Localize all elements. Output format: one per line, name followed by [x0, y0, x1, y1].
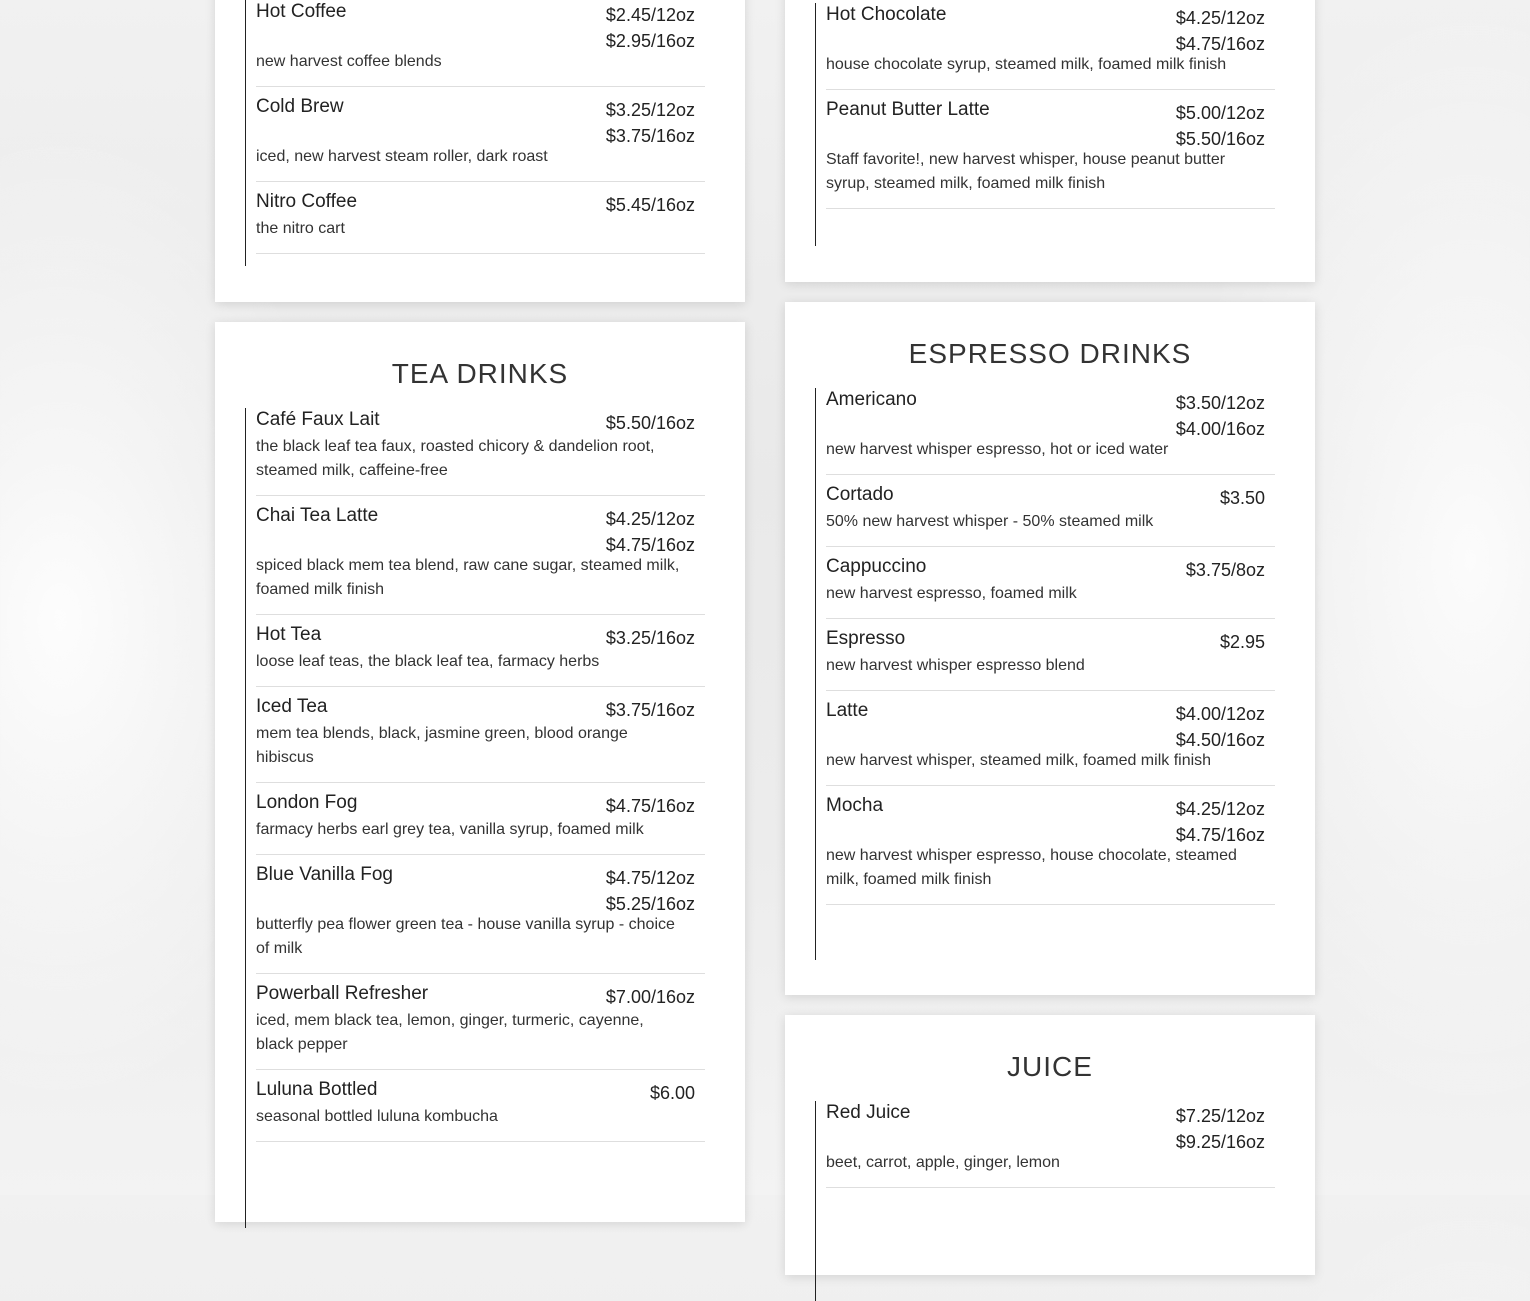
menu-item-latte: [826, 691, 1275, 786]
menu-item-americano: [826, 388, 1275, 475]
item-price: $3.75/8oz: [1185, 560, 1265, 580]
specialty-card: [785, 0, 1315, 282]
menu-item-cold-brew: [256, 87, 705, 182]
item-description: loose leaf teas, the black leaf tea, farmacy herbs: [256, 653, 600, 670]
item-price: $5.00/12oz: [1175, 103, 1265, 123]
item-price: $4.25/12oz: [1175, 799, 1265, 819]
espresso-list: [815, 388, 1275, 960]
item-name: Nitro Coffee: [256, 191, 358, 212]
juice-list: [815, 1101, 1275, 1301]
item-prices: [1176, 701, 1265, 753]
item-price: $4.75/12oz: [605, 868, 695, 888]
item-price: $4.00/16oz: [1175, 419, 1265, 439]
item-prices: [1176, 796, 1265, 848]
item-name: Hot Coffee: [256, 1, 347, 22]
item-description: house chocolate syrup, steamed milk, foamed milk finish: [826, 56, 1227, 73]
item-price: $5.50/16oz: [605, 413, 695, 433]
item-description: new harvest whisper espresso blend: [826, 657, 1085, 674]
item-name: Powerball Refresher: [256, 983, 429, 1004]
espresso-drinks-card: [785, 302, 1315, 995]
item-name: Chai Tea Latte: [256, 505, 379, 526]
item-price: $7.25/12oz: [1175, 1106, 1265, 1126]
item-prices: [606, 506, 695, 558]
item-prices: [606, 625, 695, 651]
item-name: Luluna Bottled: [256, 1079, 378, 1100]
juice-card: [785, 1015, 1315, 1275]
section-title-espresso: ESPRESSO DRINKS: [908, 338, 1192, 369]
item-prices: [606, 192, 695, 218]
item-name: Red Juice: [826, 1102, 911, 1123]
item-name: Cappuccino: [826, 556, 927, 577]
menu-item-nitro-coffee: [256, 182, 705, 254]
item-price: $3.25/12oz: [605, 100, 695, 120]
item-description: spiced black mem tea blend, raw cane sugar, steamed milk, foamed milk finish: [256, 557, 680, 598]
item-prices: [1176, 100, 1265, 152]
item-description: beet, carrot, apple, ginger, lemon: [826, 1154, 1060, 1171]
item-prices: [606, 984, 695, 1010]
menu-item-luluna-bottled: [256, 1070, 705, 1142]
menu-item-blue-vanilla-fog: [256, 855, 705, 974]
item-prices: [606, 697, 695, 723]
menu-item-red-juice: [826, 1101, 1275, 1188]
item-prices: [1186, 557, 1265, 583]
item-name: Blue Vanilla Fog: [256, 864, 393, 885]
item-description: new harvest whisper, steamed milk, foamed milk finish: [826, 752, 1212, 769]
item-price: $4.00/12oz: [1175, 704, 1265, 724]
item-name: Hot Tea: [256, 624, 322, 645]
item-price: $2.95/16oz: [605, 31, 695, 51]
item-prices: [606, 2, 695, 54]
item-price: $4.75/16oz: [1175, 825, 1265, 845]
item-price: $3.75/16oz: [605, 700, 695, 720]
menu-item-iced-tea: [256, 687, 705, 783]
menu-item-mocha: [826, 786, 1275, 905]
item-description: new harvest coffee blends: [256, 53, 442, 70]
item-price: $3.50: [1219, 488, 1265, 508]
coffee-list: [245, 0, 705, 266]
item-description: seasonal bottled luluna kombucha: [256, 1108, 498, 1125]
item-description: butterfly pea flower green tea - house vanilla syrup - choice of milk: [256, 916, 675, 957]
item-prices: [1176, 5, 1265, 57]
item-description: the nitro cart: [256, 220, 345, 237]
specialty-list: [815, 3, 1275, 246]
item-price: $7.00/16oz: [605, 987, 695, 1007]
item-prices: [650, 1080, 695, 1106]
item-prices: [606, 865, 695, 917]
menu-item-cortado: [826, 475, 1275, 547]
item-name: Peanut Butter Latte: [826, 99, 990, 120]
item-name: Americano: [826, 389, 917, 410]
menu-item-cappuccino: [826, 547, 1275, 619]
section-title-juice: JUICE: [1007, 1051, 1093, 1082]
section-title-tea: TEA DRINKS: [391, 358, 569, 389]
item-name: London Fog: [256, 792, 358, 813]
item-description: new harvest espresso, foamed milk: [826, 585, 1077, 602]
menu-item-london-fog: [256, 783, 705, 855]
menu-item-espresso: [826, 619, 1275, 691]
menu-item-cafe-faux-lait: [256, 408, 705, 496]
menu-item-hot-tea: [256, 615, 705, 687]
item-price: $4.25/12oz: [1175, 8, 1265, 28]
item-price: $4.50/16oz: [1175, 730, 1265, 750]
item-price: $5.50/16oz: [1175, 129, 1265, 149]
item-name: Latte: [826, 700, 869, 721]
item-prices: [1220, 629, 1265, 655]
item-name: Iced Tea: [256, 696, 328, 717]
item-prices: [1176, 1103, 1265, 1155]
item-price: $4.75/16oz: [1175, 34, 1265, 54]
menu-item-hot-chocolate: [826, 3, 1275, 90]
menu-item-powerball-refresher: [256, 974, 705, 1070]
item-name: Espresso: [826, 628, 906, 649]
item-description: the black leaf tea faux, roasted chicory & dandelion root, steamed milk, caffeine-free: [256, 438, 655, 479]
item-description: 50% new harvest whisper - 50% steamed milk: [826, 513, 1154, 530]
item-price: $4.75/16oz: [605, 535, 695, 555]
item-name: Mocha: [826, 795, 884, 816]
item-price: $3.25/16oz: [605, 628, 695, 648]
item-price: $5.45/16oz: [605, 195, 695, 215]
item-description: Staff favorite!, new harvest whisper, house peanut butter syrup, steamed milk, foamed milk finish: [826, 151, 1226, 192]
item-price: $2.45/12oz: [605, 5, 695, 25]
menu-item-chai-tea-latte: [256, 496, 705, 615]
item-prices: [1176, 390, 1265, 442]
item-name: Hot Chocolate: [826, 4, 947, 25]
item-price: $3.50/12oz: [1175, 393, 1265, 413]
item-price: $3.75/16oz: [605, 126, 695, 146]
item-prices: [606, 793, 695, 819]
item-price: $4.75/16oz: [605, 796, 695, 816]
item-name: Café Faux Lait: [256, 409, 380, 430]
item-description: new harvest whisper espresso, hot or iced water: [826, 441, 1169, 458]
item-price: $2.95: [1219, 632, 1265, 652]
item-description: farmacy herbs earl grey tea, vanilla syrup, foamed milk: [256, 821, 644, 838]
item-prices: [606, 97, 695, 149]
item-prices: [1220, 485, 1265, 511]
menu-item-peanut-butter-latte: [826, 90, 1275, 209]
coffee-card: [215, 0, 745, 302]
item-price: $6.00: [649, 1083, 695, 1103]
item-name: Cold Brew: [256, 96, 344, 117]
tea-drinks-card: [215, 322, 745, 1222]
item-description: iced, new harvest steam roller, dark roast: [256, 148, 548, 165]
item-description: mem tea blends, black, jasmine green, blood orange hibiscus: [256, 725, 628, 766]
item-price: $5.25/16oz: [605, 894, 695, 914]
item-name: Cortado: [826, 484, 894, 505]
item-description: iced, mem black tea, lemon, ginger, turmeric, cayenne, black pepper: [256, 1012, 644, 1053]
tea-list: [245, 408, 705, 1228]
item-description: new harvest whisper espresso, house chocolate, steamed milk, foamed milk finish: [826, 847, 1237, 888]
item-price: $4.25/12oz: [605, 509, 695, 529]
menu-item-hot-coffee: [256, 0, 705, 87]
item-price: $9.25/16oz: [1175, 1132, 1265, 1152]
item-prices: [606, 410, 695, 436]
